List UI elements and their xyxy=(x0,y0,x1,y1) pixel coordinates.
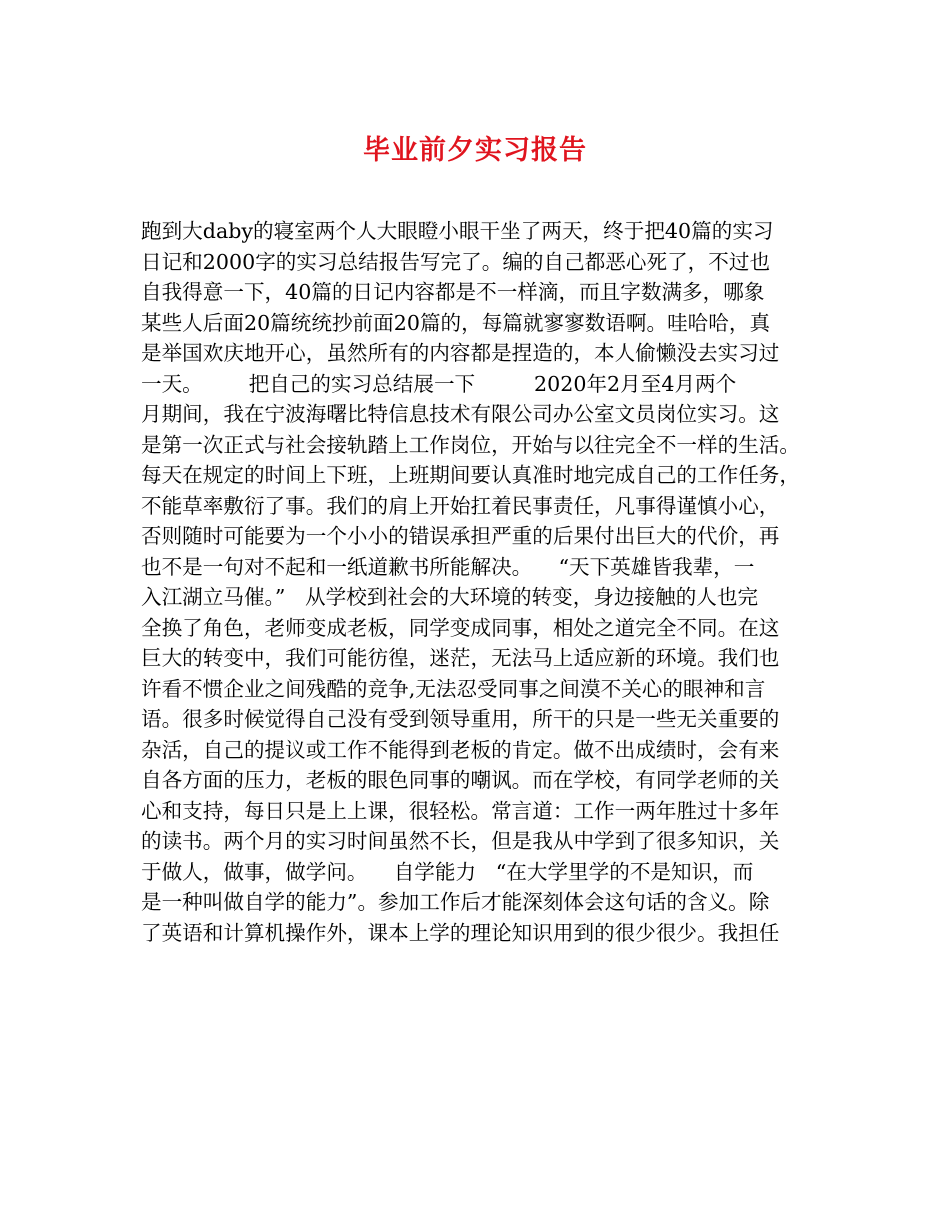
body-text-line: 杂活，自己的提议或工作不能得到老板的肯定。做不出成绩时，会有来 xyxy=(141,737,780,762)
body-text-line: 否则随时可能要为一个小小的错误承担严重的后果付出巨大的代价，再 xyxy=(141,524,780,548)
body-text-line: 于做人，做事，做学问。 自学能力 “在大学里学的不是知识，而 xyxy=(141,859,754,884)
body-text-line: 跑到大daby的寝室两个人大眼瞪小眼干坐了两天，终于把40篇的实习 xyxy=(141,219,774,243)
body-text-line: 月期间，我在宁波海曙比特信息技术有限公司办公室文员岗位实习。这 xyxy=(141,402,780,426)
body-text-line: 一天。 把自己的实习总结展一下 2020年2月至4月两个 xyxy=(141,371,737,396)
document-title: 毕业前夕实习报告 xyxy=(363,135,587,166)
body-text-line: 自我得意一下，40篇的日记内容都是不一样滴，而且字数满多，哪象 xyxy=(141,280,765,304)
body-text-line: 心和支持，每日只是上上课，很轻松。常言道：工作一两年胜过十多年 xyxy=(141,798,780,823)
body-text-line: 也不是一句对不起和一纸道歉书所能解决。 “天下英雄皆我辈，一 xyxy=(141,554,755,579)
body-text-line: 语。很多时候觉得自己没有受到领导重用，所干的只是一些无关重要的 xyxy=(141,707,780,731)
body-text-line: 全换了角色，老师变成老板，同学变成同事，相处之道完全不同。在这 xyxy=(141,615,780,640)
body-text-line: 某些人后面20篇统统抄前面20篇的，每篇就寥寥数语啊。哇哈哈，真 xyxy=(141,310,771,335)
body-text-line: 日记和2000字的实习总结报告写完了。编的自己都恶心死了，不过也 xyxy=(141,249,771,274)
body-text-line: 入江湖立马催。” 从学校到社会的大环境的转变，身边接触的人也完 xyxy=(141,585,759,609)
body-text-line: 不能草率敷衍了事。我们的肩上开始扛着民事责任，凡事得谨慎小心， xyxy=(141,493,780,518)
body-text-line: 自各方面的压力，老板的眼色同事的嘲讽。而在学校，有同学老师的关 xyxy=(141,768,780,792)
document-body xyxy=(141,216,831,948)
body-text-line: 是举国欢庆地开心，虽然所有的内容都是捏造的，本人偷懒没去实习过 xyxy=(141,341,780,365)
body-text-line: 巨大的转变中，我们可能彷徨，迷茫，无法马上适应新的环境。我们也 xyxy=(141,646,780,670)
body-text-line: 许看不惯企业之间残酷的竞争,无法忍受同事之间漠不关心的眼神和言 xyxy=(141,676,766,701)
body-text-line: 是一种叫做自学的能力”。参加工作后才能深刻体会这句话的含义。除 xyxy=(141,890,770,914)
body-text-line: 的读书。两个月的实习时间虽然不长，但是我从中学到了很多知识，关 xyxy=(141,829,780,853)
body-text-line: 是第一次正式与社会接轨踏上工作岗位，开始与以往完全不一样的生活。 xyxy=(141,432,800,457)
body-text-line: 了英语和计算机操作外，课本上学的理论知识用到的很少很少。我担任 xyxy=(141,920,780,945)
body-text-line: 每天在规定的时间上下班，上班期间要认真准时地完成自己的工作任务， xyxy=(141,463,800,487)
